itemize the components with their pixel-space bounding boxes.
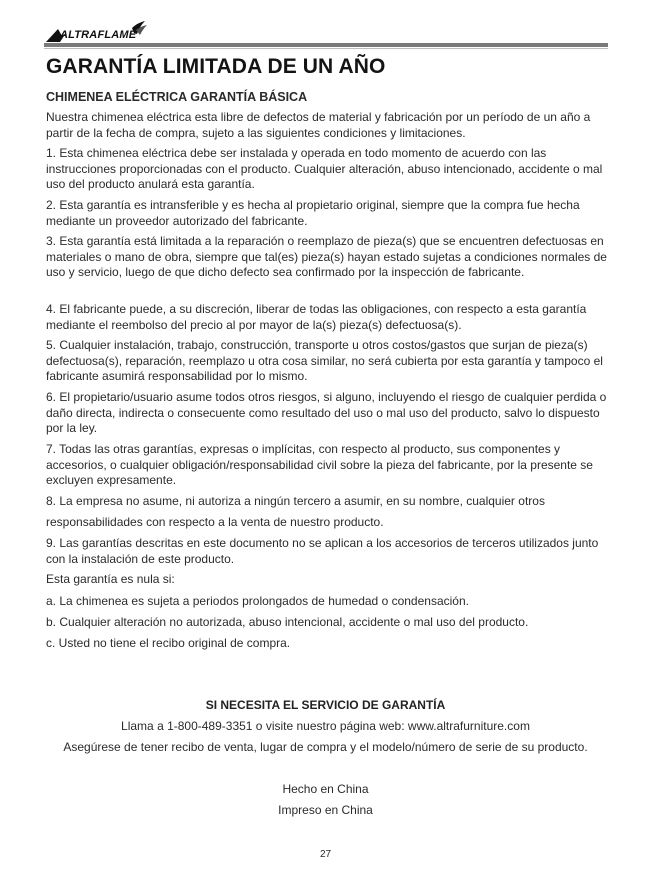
void-title: Esta garantía es nula si:	[46, 572, 175, 586]
printed-in-label: Impreso en China	[278, 803, 373, 817]
header-rule-thin	[44, 48, 608, 49]
page-title: GARANTÍA LIMITADA DE UN AÑO	[46, 55, 386, 78]
condition-8-continued: responsabilidades con respecto a la venta de nuestro producto.	[46, 515, 384, 529]
condition-3: 3. Esta garantía está limitada a la reparación o reemplazo de pieza(s) que se encuentren defectuosas en materiales o mano de obra, siempre que tal(es) pieza(s) hayan estado sujetas a condiciones normales de uso y servicio, luego de que dicho defecto sea confirmado por la inspección de fabricante.	[46, 234, 607, 279]
service-title: SI NECESITA EL SERVICIO DE GARANTÍA	[205, 698, 446, 712]
condition-8: 8. La empresa no asume, ni autoriza a ningún tercero a asumir, en su nombre, cualquier otros	[46, 494, 545, 508]
condition-6: 6. El propietario/usuario asume todos otros riesgos, si alguno, incluyendo el riesgo de cualquier perdida o daño directa, indirecta o consecuente como resultado del uso o mal uso del producto, salvo lo dispuesto por la ley.	[46, 390, 607, 435]
service-note: Asegúrese de tener recibo de venta, lugar de compra y el modelo/número de serie de su producto.	[63, 740, 588, 754]
void-item-b: b. Cualquier alteración no autorizada, abuso intencional, accidente o mal uso del producto.	[46, 615, 529, 629]
condition-1: 1. Esta chimenea eléctrica debe ser instalada y operada en todo momento de acuerdo con las instrucciones proporcionadas con el producto. Cualquier alteración, abuso intencionado, accidente o mal uso del producto anulará esta garantía.	[46, 146, 603, 191]
condition-9: 9. Las garantías descritas en este documento no se aplican a los accesorios de terceros utilizados junto con la instalación de este producto.	[46, 536, 599, 566]
void-item-c: c. Usted no tiene el recibo original de compra.	[46, 636, 291, 650]
void-item-a: a. La chimenea es sujeta a periodos prolongados de humedad o condensación.	[46, 594, 469, 608]
logo-text: ALTRAFLAME	[60, 29, 137, 41]
condition-7: 7. Todas las otras garantías, expresas o implícitas, con respecto al producto, sus componentes y accesorios, o cualquier obligación/responsabilidad civil sobre la pieza del fabricante, por la presente se excluyen expresamente.	[46, 442, 593, 487]
condition-4: 4. El fabricante puede, a su discreción, liberar de todas las obligaciones, con respecto a esta garantía mediante el reembolso del precio al por mayor de la(s) pieza(s) defectuosa(s).	[46, 302, 587, 332]
section-subtitle: CHIMENEA ELÉCTRICA GARANTÍA BÁSICA	[46, 90, 308, 104]
altraflame-logo	[44, 20, 154, 44]
intro-paragraph: Nuestra chimenea eléctrica esta libre de defectos de material y fabricación por un período de un año a partir de la fecha de compra, sujeto a las siguientes condiciones y limitaciones.	[46, 110, 591, 140]
header-rule	[44, 43, 608, 47]
condition-5: 5. Cualquier instalación, trabajo, construcción, transporte u otros costos/gastos que surjan de pieza(s) defectuosa(s), reparación, reemplazo u otra cosa similar, no será cubierta por esta garantía y tampoco el fabricante asumirá responsabilidad por lo mismo.	[46, 338, 603, 383]
condition-2: 2. Esta garantía es intransferible y es hecha al propietario original, siempre que la compra fue hecha mediante un proveedor autorizado del fabricante.	[46, 198, 580, 228]
service-contact: Llama a 1-800-489-3351 o visite nuestro página web: www.altrafurniture.com	[121, 719, 530, 733]
made-in-label: Hecho en China	[282, 782, 369, 796]
page-number: 27	[319, 849, 332, 860]
